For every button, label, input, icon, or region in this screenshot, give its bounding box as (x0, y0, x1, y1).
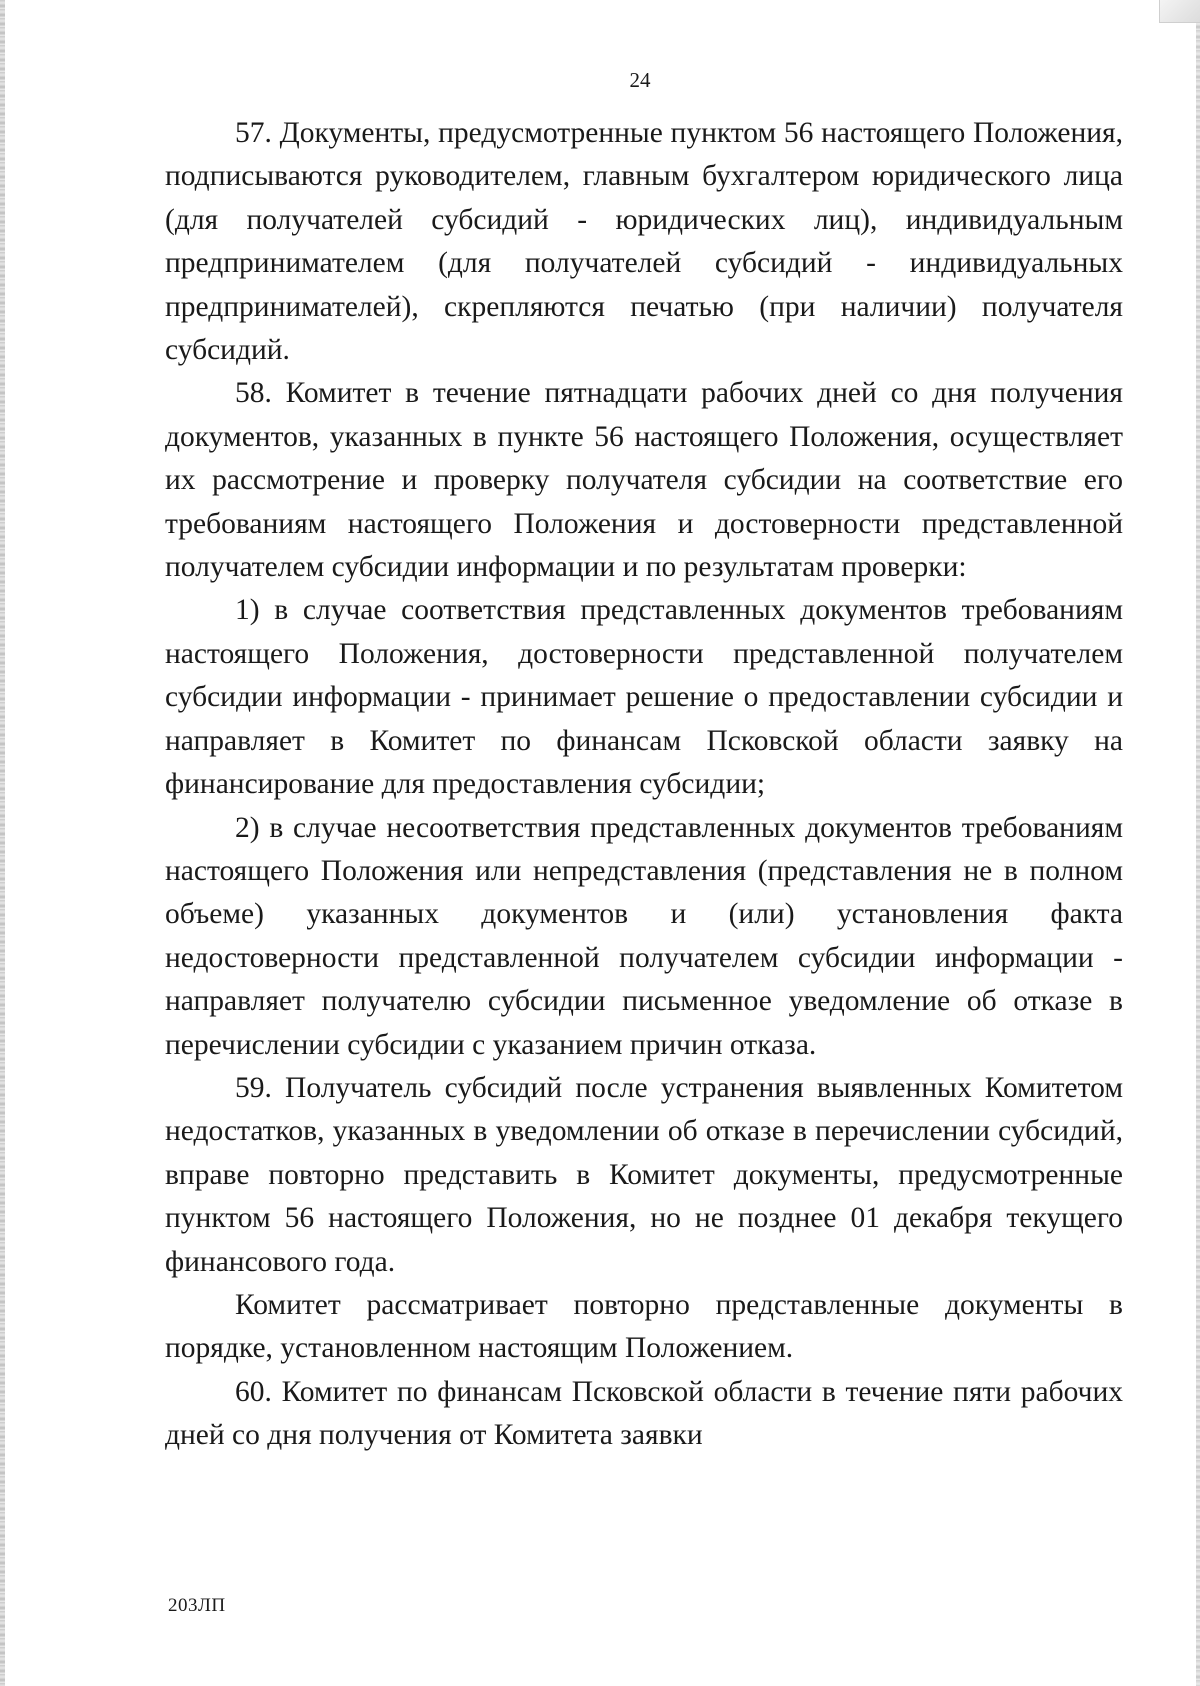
paragraph-59: 59. Получатель субсидий после устранения выявленных Комитетом недостатков, указанных в уведомлении об отказе в перечислении субсидий, вправе повторно представить в Комитет документы, предусмотренные пунктом 56 настоящего Положения, но не позднее 01 декабря текущего финансового года. (165, 1071, 1123, 1278)
paragraph-58: 58. Комитет в течение пятнадцати рабочих дней со дня получения документов, указанных в пункте 56 настоящего Положения, осуществляет их рассмотрение и проверку получателя субсидии на соответствие его требованиям настоящего Положения и достоверности представленной получателем субсидии информации и по результатам проверки: (165, 377, 1123, 584)
paragraph-60: 60. Комитет по финансам Псковской области в течение пяти рабочих дней со дня получения от Комитета заявки (165, 1375, 1123, 1452)
scan-edge-right (1196, 0, 1200, 1686)
scan-edge-left (0, 0, 5, 1686)
paragraph-57: 57. Документы, предусмотренные пунктом 56 настоящего Положения, подписываются руководителем, главным бухгалтером юридического лица (для получателей субсидий - юридических лиц), индивидуальным предпринимателем (для получателей субсидий - индивидуальных предпринимателей), скрепляются печатью (при наличии) получателя субсидий. (165, 117, 1123, 367)
paragraph-59-continuation: Комитет рассматривает повторно представленные документы в порядке, установленном настоящим Положением. (165, 1288, 1123, 1365)
document-body (165, 112, 1123, 1458)
paragraph-58-item-2: 2) в случае несоответствия представленных документов требованиям настоящего Положения или непредставления (представления не в полном объеме) указанных документов и (или) установления факта недостоверности представленной получателем субсидии информации - направляет получателю субсидии письменное уведомление об отказе в перечислении субсидии с указанием причин отказа. (165, 811, 1123, 1061)
footer-document-code: 203ЛП (168, 1595, 226, 1616)
scan-corner (1159, 0, 1200, 23)
page-number: 24 (629, 68, 651, 92)
paragraph-58-item-1: 1) в случае соответствия представленных документов требованиям настоящего Положения, достоверности представленной получателем субсидии информации - принимает решение о предоставлении субсидии и направляет в Комитет по финансам Псковской области заявку на финансирование для предоставления субсидии; (165, 594, 1123, 801)
